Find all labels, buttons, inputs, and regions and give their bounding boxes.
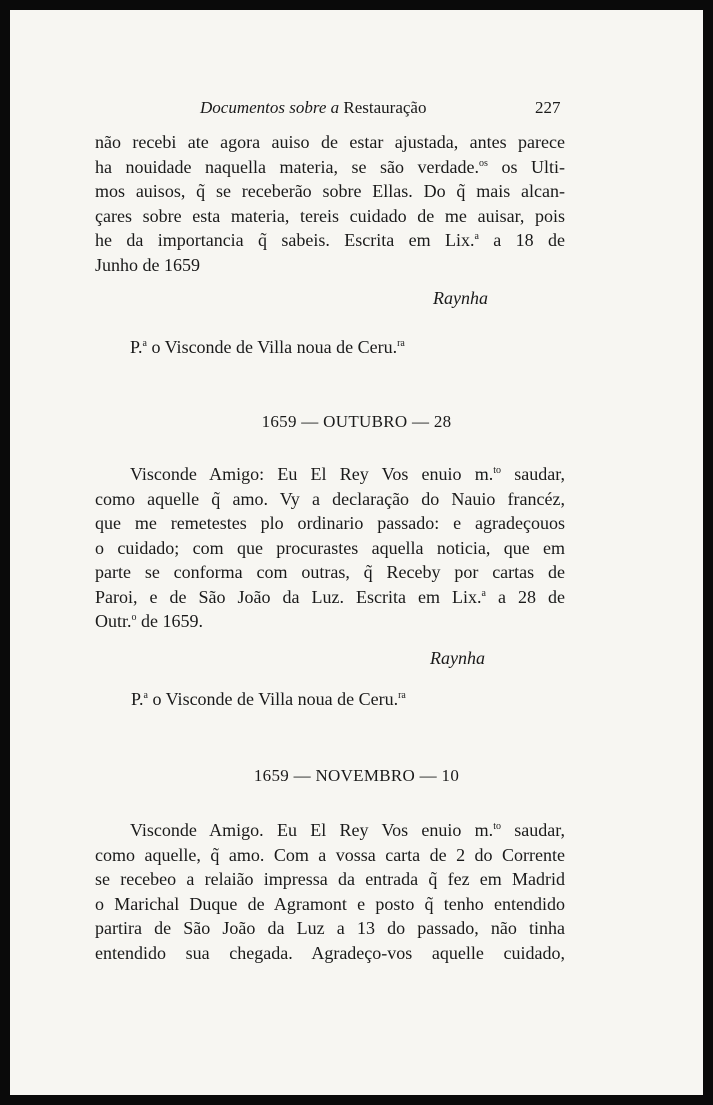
letter1-line: he da importancia q̃ sabeis. Escrita em Lix.$^a$ a 18 de: [95, 230, 565, 250]
running-title-rest: Restauração: [343, 98, 427, 117]
letter2-line: parte se conforma com outras, q̃ Receby por cartas de: [95, 562, 565, 582]
running-header: [10, 98, 703, 124]
letter2-line: Outr.$^o$ de 1659.: [95, 611, 204, 631]
letter1-line: não recebi ate agora auiso de estar ajustada, antes parece: [95, 132, 565, 152]
letter1-line: Junho de 1659: [95, 254, 200, 275]
letter2-line: Paroi, e de São João da Luz. Escrita em Lix.$^a$ a 28 de: [95, 586, 566, 607]
letter3-line: Visconde Amigo. Eu El Rey Vos enuio m.$^{to}$ saudar,: [130, 820, 566, 840]
page-number: 227: [535, 98, 561, 117]
letter1-body: [95, 130, 565, 277]
letter2-line: Visconde Amigo: Eu El Rey Vos enuio m.$^{to}$ saudar,: [130, 464, 566, 484]
letter2-line: que me remetestes plo ordinario passado: e agradeçouos: [95, 513, 565, 533]
letter2-body: [95, 462, 565, 634]
letter2-signature: Raynha: [430, 648, 485, 668]
letter1-signature: Raynha: [433, 288, 488, 308]
letter3-date-heading: 1659 — NOVEMBRO — 10: [253, 766, 460, 785]
letter1-line: ha nouidade naquella materia, se são verdade.$^{os}$ os Ulti-: [95, 156, 565, 177]
letter3-line: partira de São João da Luz a 13 do passado, não tinha: [95, 918, 565, 938]
letter2-line: o cuidado; com que procurastes aquella noticia, que em: [95, 537, 565, 558]
letter1-line: mos auisos, q̃ se receberão sobre Ellas. Do q̃ mais alcan-: [95, 181, 565, 201]
letter3-body: [95, 818, 565, 965]
letter2-line: como aquelle q̃ amo. Vy a declaração do Nauio francéz,: [95, 488, 565, 509]
letter1-line: çares sobre esta materia, tereis cuidado de me auisar, pois: [95, 205, 565, 226]
letter2-date-heading: 1659 — OUTUBRO — 28: [261, 412, 452, 431]
letter1-address: P.$^a$ o Visconde de Villa noua de Ceru.$^{ra}$: [130, 337, 405, 357]
letter2-address: P.$^a$ o Visconde de Villa noua de Ceru.$^{ra}$: [131, 689, 406, 709]
letter3-line: se recebeo a relaião impressa da entrada q̃ fez em Madrid: [95, 869, 565, 889]
letter3-line: entendido sua chegada. Agradeço-vos aquelle cuidado,: [95, 942, 565, 963]
letter3-line: como aquelle, q̃ amo. Com a vossa carta de 2 do Corrente: [95, 844, 565, 865]
running-title: [200, 98, 426, 118]
letter3-line: o Marichal Duque de Agramont e posto q̃ tenho entendido: [95, 893, 565, 914]
document-page: [10, 10, 703, 1095]
running-title-italic: Documentos sobre a: [200, 98, 340, 117]
